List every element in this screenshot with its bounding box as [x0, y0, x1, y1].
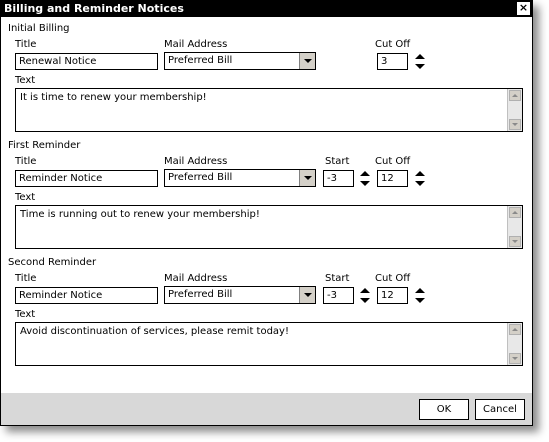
second-start-input[interactable]: -3 — [323, 287, 354, 304]
second-mail-select[interactable] — [164, 286, 316, 304]
scroll-down-icon[interactable] — [509, 119, 521, 130]
first-start-input[interactable]: -3 — [323, 170, 354, 187]
chevron-down-icon[interactable] — [299, 287, 315, 303]
initial-mail-select[interactable] — [164, 52, 316, 70]
initial-mail-value: Preferred Bill — [168, 55, 233, 66]
first-start-label: Start — [325, 156, 350, 167]
initial-title-input[interactable]: Renewal Notice — [15, 53, 158, 70]
spin-up-icon[interactable] — [415, 171, 425, 176]
chevron-down-icon[interactable] — [299, 170, 315, 186]
first-cutoff-label: Cut Off — [375, 156, 411, 167]
spin-down-icon[interactable] — [415, 181, 425, 186]
window-title: Billing and Reminder Notices — [4, 2, 184, 15]
initial-text-scrollbar[interactable] — [507, 89, 522, 131]
title-bar — [1, 1, 532, 17]
spin-up-icon[interactable] — [415, 54, 425, 59]
spin-down-icon[interactable] — [415, 298, 425, 303]
second-start-label: Start — [325, 273, 350, 284]
second-cutoff-input[interactable]: 12 — [377, 287, 408, 304]
section-second-reminder: Second Reminder — [8, 257, 97, 268]
first-cutoff-input[interactable]: 12 — [377, 170, 408, 187]
close-icon[interactable]: × — [518, 1, 529, 14]
spin-down-icon[interactable] — [360, 181, 370, 186]
spin-up-icon[interactable] — [415, 288, 425, 293]
spin-down-icon[interactable] — [415, 64, 425, 69]
initial-text-label: Text — [15, 75, 36, 86]
first-text-value: Time is running out to renew your membership! — [20, 209, 260, 220]
second-text-area[interactable] — [15, 322, 523, 366]
second-mail-label: Mail Address — [164, 273, 228, 284]
section-first-reminder: First Reminder — [8, 140, 81, 151]
initial-cutoff-input[interactable]: 3 — [377, 53, 408, 70]
first-title-input[interactable]: Reminder Notice — [15, 170, 158, 187]
scroll-up-icon[interactable] — [509, 90, 521, 101]
second-title-label: Title — [15, 273, 37, 284]
first-text-label: Text — [15, 192, 36, 203]
scroll-down-icon[interactable] — [509, 353, 521, 364]
second-cutoff-label: Cut Off — [375, 273, 411, 284]
chevron-down-icon[interactable] — [299, 53, 315, 69]
initial-cutoff-label: Cut Off — [375, 39, 411, 50]
spin-up-icon[interactable] — [360, 288, 370, 293]
first-mail-value: Preferred Bill — [168, 172, 233, 183]
second-text-scrollbar[interactable] — [507, 323, 522, 365]
second-text-value: Avoid discontinuation of services, please remit today! — [20, 326, 289, 337]
ok-button[interactable]: OK — [419, 399, 469, 420]
second-text-label: Text — [15, 309, 36, 320]
section-initial-billing: Initial Billing — [8, 23, 70, 34]
scroll-down-icon[interactable] — [509, 236, 521, 247]
second-title-input[interactable]: Reminder Notice — [15, 287, 158, 304]
initial-text-value: It is time to renew your membership! — [20, 92, 207, 103]
cancel-button[interactable]: Cancel — [475, 399, 525, 420]
spin-up-icon[interactable] — [360, 171, 370, 176]
first-text-scrollbar[interactable] — [507, 206, 522, 248]
second-mail-value: Preferred Bill — [168, 289, 233, 300]
first-title-label: Title — [15, 156, 37, 167]
scroll-up-icon[interactable] — [509, 207, 521, 218]
first-mail-select[interactable] — [164, 169, 316, 187]
initial-text-area[interactable] — [15, 88, 523, 132]
dialog-footer — [1, 393, 532, 425]
scroll-up-icon[interactable] — [509, 324, 521, 335]
first-mail-label: Mail Address — [164, 156, 228, 167]
initial-mail-label: Mail Address — [164, 39, 228, 50]
initial-title-label: Title — [15, 39, 37, 50]
spin-down-icon[interactable] — [360, 298, 370, 303]
first-text-area[interactable] — [15, 205, 523, 249]
